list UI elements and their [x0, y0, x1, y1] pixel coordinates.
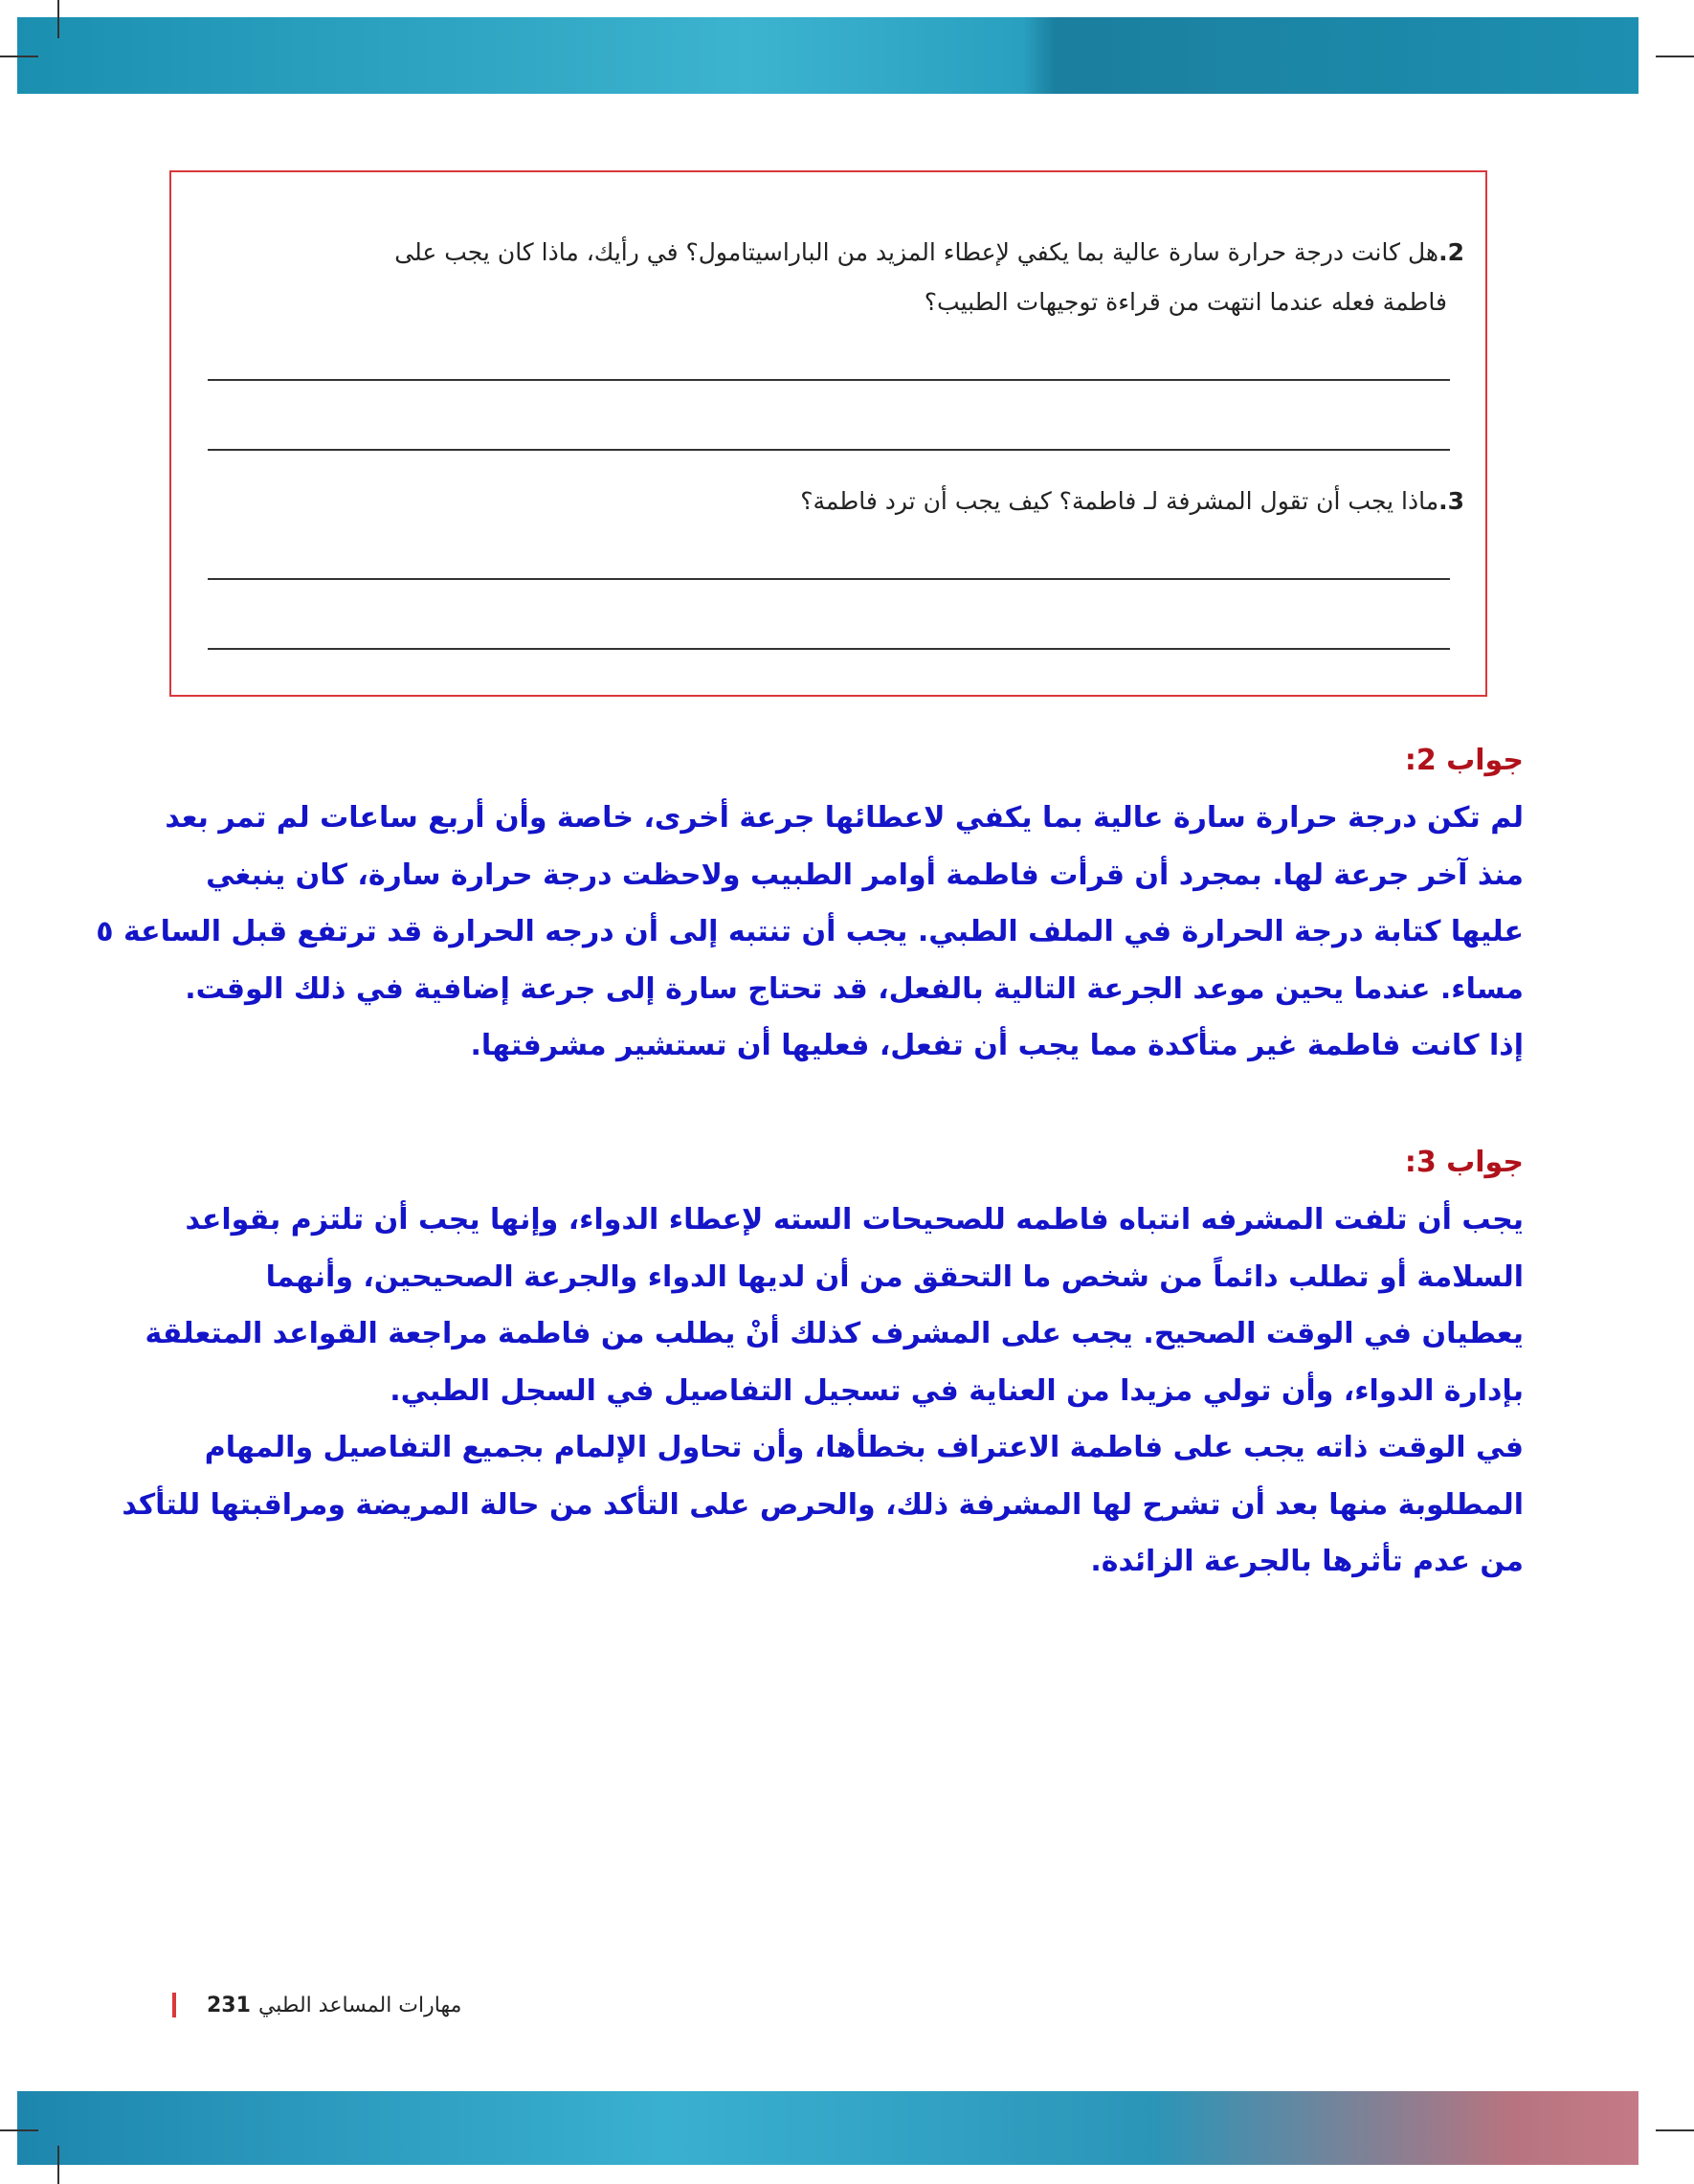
footer-divider [172, 1993, 176, 2017]
answer-line[interactable] [208, 648, 1450, 650]
answer-line-text: إذا كانت فاطمة غير متأكدة مما يجب أن تفعل، فعليها أن تستشير مشرفتها. [470, 1029, 1524, 1062]
question-number: 3. [1438, 487, 1464, 515]
crop-mark [0, 2129, 38, 2131]
top-banner [17, 17, 1638, 94]
answer-2 [96, 732, 1524, 1075]
book-title: مهارات المساعد الطبي [257, 1993, 462, 2017]
answer-line-text: عليها كتابة درجة الحرارة في الملف الطبي. يجب أن تنتبه إلى أن درجه الحرارة قد ترتفع قبل الساعة ٥ [96, 915, 1524, 948]
questions-box [169, 170, 1487, 697]
answer-line-text: في الوقت ذاته يجب على فاطمة الاعتراف بخطأها، وأن تحاول الإلمام بجميع التفاصيل والمهام [204, 1431, 1524, 1464]
answer-3 [122, 1134, 1524, 1591]
question-2 [182, 228, 1464, 327]
question-3 [800, 477, 1464, 526]
question-text: هل كانت درجة حرارة سارة عالية بما يكفي لإعطاء المزيد من الباراسيتامول؟ في رأيك، ماذا كان يجب على [394, 238, 1439, 266]
crop-mark [57, 2146, 59, 2184]
answer-line-text: لم تكن درجة حرارة سارة عالية بما يكفي لاعطائها جرعة أخرى، خاصة وأن أربع ساعات لم تمر بعد [165, 801, 1524, 835]
page-footer [172, 1986, 461, 2024]
question-text: فاطمة فعله عندما انتهت من قراءة توجيهات الطبيب؟ [924, 288, 1447, 316]
answer-line-text: يجب أن تلفت المشرفه انتباه فاطمه للصحيحات السته لإعطاء الدواء، وإنها يجب أن تلتزم بقواعد [185, 1203, 1524, 1237]
answer-line-text: السلامة أو تطلب دائماً من شخص ما التحقق من أن لديها الدواء والجرعة الصحيحين، وأنهما [265, 1259, 1524, 1294]
answer-line-text: المطلوبة منها بعد أن تشرح لها المشرفة ذلك، والحرص على التأكد من حالة المريضة ومراقبتها للتأكد [122, 1487, 1524, 1522]
answer-line-text: منذ آخر جرعة لها. بمجرد أن قرأت فاطمة أوامر الطبيب ولاحظت درجة حرارة سارة، كان ينبغي [206, 858, 1524, 892]
answer-line[interactable] [208, 379, 1450, 381]
crop-mark [57, 0, 59, 38]
crop-mark [1656, 56, 1694, 57]
crop-mark [0, 56, 38, 57]
page-number: 231 [207, 1993, 251, 2017]
answer-heading: جواب 2: [1404, 744, 1524, 777]
question-text: ماذا يجب أن تقول المشرفة لـ فاطمة؟ كيف يجب أن ترد فاطمة؟ [800, 487, 1439, 515]
crop-mark [1656, 2129, 1694, 2131]
bottom-banner [17, 2091, 1638, 2165]
answer-line[interactable] [208, 578, 1450, 580]
answer-line-text: مساء. عندما يحين موعد الجرعة التالية بالفعل، قد تحتاج سارة إلى جرعة إضافية في ذلك الوقت. [185, 971, 1524, 1006]
answer-line-text: من عدم تأثرها بالجرعة الزائدة. [1090, 1545, 1524, 1578]
answer-line-text: يعطيان في الوقت الصحيح. يجب على المشرف كذلك أنْ يطلب من فاطمة مراجعة القواعد المتعلقة [145, 1317, 1524, 1350]
question-number: 2. [1438, 238, 1464, 266]
answer-heading: جواب 3: [1404, 1146, 1524, 1179]
answer-line[interactable] [208, 449, 1450, 451]
answer-line-text: بإدارة الدواء، وأن تولي مزيدا من العناية في تسجيل التفاصيل في السجل الطبي. [390, 1373, 1524, 1408]
